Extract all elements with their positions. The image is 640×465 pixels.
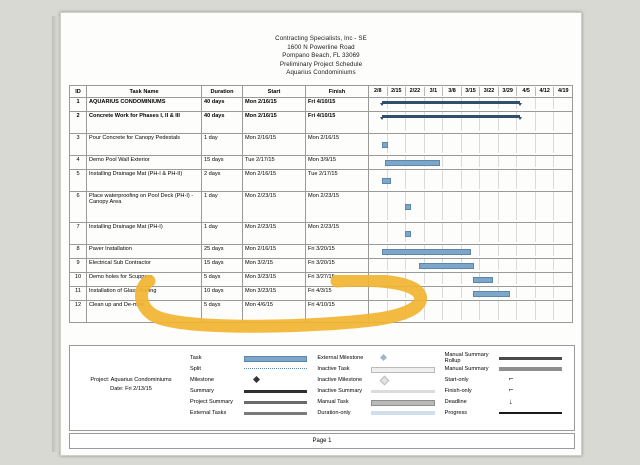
gridline xyxy=(369,259,387,270)
legend-item-label: Start-only xyxy=(444,376,469,383)
gantt-summary-cap xyxy=(380,103,384,106)
legend-item-label: Manual Task xyxy=(317,398,349,405)
legend-symbol-summary-icon xyxy=(244,386,313,395)
gridline xyxy=(553,112,572,131)
header-line-city: Pompano Beach, FL 33069 xyxy=(282,52,360,60)
cell-start: Mon 4/6/15 xyxy=(243,301,306,323)
table-body xyxy=(70,98,573,323)
gridline xyxy=(387,192,406,220)
gridline xyxy=(516,287,535,298)
legend-item xyxy=(317,352,440,363)
gridline xyxy=(442,273,461,284)
gridline xyxy=(479,134,498,153)
timescale-tick: 2/22 xyxy=(405,87,424,96)
legend-symbol-task-bar-icon xyxy=(244,353,313,362)
header-line-address: 1600 N Powerline Road xyxy=(287,43,355,51)
cell-task-name: AQUARIUS CONDOMINIUMS xyxy=(87,98,202,112)
legend-item xyxy=(190,385,313,396)
cell-start: Mon 2/16/15 xyxy=(243,134,306,156)
gridline xyxy=(553,245,572,256)
cell-id: 5 xyxy=(70,170,87,192)
gantt-task-bar xyxy=(382,142,388,148)
document-page xyxy=(60,12,582,456)
legend-item-label: Manual Summary xyxy=(444,365,489,372)
gridline xyxy=(479,301,498,320)
timescale-tick: 3/8 xyxy=(442,87,461,96)
gridline xyxy=(369,287,387,298)
cell-start: Mon 3/23/15 xyxy=(243,287,306,301)
gridline xyxy=(535,156,554,167)
cell-duration: 2 days xyxy=(202,170,243,192)
cell-gantt-chart xyxy=(369,273,573,287)
cell-finish: Fri 4/3/15 xyxy=(306,287,369,301)
gridline xyxy=(553,223,572,242)
cell-task-name: Installing Drainage Mat (PH-I & PH-II) xyxy=(87,170,202,192)
cell-gantt-chart xyxy=(369,134,573,156)
gridline xyxy=(553,134,572,153)
cell-gantt-chart xyxy=(369,223,573,245)
gridline xyxy=(387,301,406,320)
gantt-task-bar xyxy=(405,204,411,210)
gantt-table xyxy=(69,85,573,323)
gridline xyxy=(535,301,554,320)
gridline xyxy=(479,223,498,242)
project-meta xyxy=(76,376,186,394)
cell-start: Mon 2/16/15 xyxy=(243,98,306,112)
cell-start: Mon 3/2/15 xyxy=(243,259,306,273)
gantt-summary-cap xyxy=(518,103,522,106)
legend-item-label: External Tasks xyxy=(190,409,227,416)
gridline xyxy=(553,273,572,284)
gridline xyxy=(553,156,572,167)
table-row[interactable] xyxy=(70,170,573,192)
cell-task-name: Demo holes for Scuppers xyxy=(87,273,202,287)
gridline xyxy=(461,134,480,153)
table-row[interactable] xyxy=(70,98,573,112)
gridline xyxy=(442,170,461,189)
legend-item xyxy=(190,396,313,407)
cell-duration: 5 days xyxy=(202,273,243,287)
gridline xyxy=(516,170,535,189)
table-header-row xyxy=(70,86,573,98)
header-line-company: Contracting Specialists, Inc - SE xyxy=(275,35,367,42)
cell-task-name: Paver Installation xyxy=(87,245,202,259)
gantt-task-bar xyxy=(405,231,411,237)
cell-finish: Tue 2/17/15 xyxy=(306,170,369,192)
cell-finish: Mon 2/16/15 xyxy=(306,134,369,156)
col-header-task-name: Task Name xyxy=(87,86,202,98)
header-line-subtitle: Preliminary Project Schedule xyxy=(279,60,363,68)
table-row[interactable] xyxy=(70,301,573,323)
gridline xyxy=(424,192,443,220)
gantt-task-bar xyxy=(385,160,440,166)
cell-task-name: Demo Pool Wall Exterior xyxy=(87,156,202,170)
gridline xyxy=(405,273,424,284)
cell-gantt-chart xyxy=(369,301,573,323)
cell-finish: Fri 3/27/15 xyxy=(306,273,369,287)
gridline xyxy=(553,287,572,298)
cell-task-name: Clean up and De-mob xyxy=(87,301,202,323)
timescale-tick: 4/5 xyxy=(516,87,535,96)
legend-item xyxy=(190,374,313,385)
table-row[interactable] xyxy=(70,273,573,287)
cell-start: Mon 2/16/15 xyxy=(243,112,306,134)
gridline xyxy=(535,192,554,220)
cell-start: Mon 2/16/15 xyxy=(243,245,306,259)
cell-gantt-chart xyxy=(369,112,573,134)
gridline xyxy=(405,301,424,320)
cell-id: 4 xyxy=(70,156,87,170)
legend-symbol-progress-icon xyxy=(499,408,568,417)
legend-box xyxy=(69,345,575,431)
gridline xyxy=(387,223,406,242)
cell-id: 9 xyxy=(70,259,87,273)
legend-item xyxy=(445,363,568,374)
table-row[interactable] xyxy=(70,223,573,245)
cell-id: 7 xyxy=(70,223,87,245)
legend-item-label: Duration-only xyxy=(317,409,351,416)
gridline xyxy=(387,259,406,270)
legend-symbol-manual-summary-rollup-icon xyxy=(499,353,568,362)
legend-symbol-external-tasks-icon xyxy=(244,408,313,417)
cell-duration: 40 days xyxy=(202,98,243,112)
gridline xyxy=(498,134,517,153)
legend-item-label: Milestone xyxy=(190,376,214,383)
gridline xyxy=(479,170,498,189)
table-row[interactable] xyxy=(70,259,573,273)
gridline xyxy=(369,192,387,220)
legend-symbol-split-icon xyxy=(244,364,313,373)
gridline xyxy=(442,223,461,242)
legend-item xyxy=(317,407,440,418)
timescale-tick: 2/8 xyxy=(374,88,382,94)
gridline xyxy=(516,245,535,256)
gridline xyxy=(424,301,443,320)
gridline xyxy=(424,223,443,242)
cell-task-name: Concrete Work for Phases I, II & III xyxy=(87,112,202,134)
gridline xyxy=(424,134,443,153)
gridline xyxy=(498,156,517,167)
gridline xyxy=(405,170,424,189)
gridline xyxy=(461,223,480,242)
gridline xyxy=(461,156,480,167)
cell-start: Mon 3/23/15 xyxy=(243,273,306,287)
table-row[interactable] xyxy=(70,287,573,301)
table-row[interactable] xyxy=(70,192,573,223)
legend-item-label: Finish-only xyxy=(444,387,472,394)
cell-id: 6 xyxy=(70,192,87,223)
gridline xyxy=(479,192,498,220)
timescale-tick: 3/22 xyxy=(479,87,498,96)
cell-task-name: Pour Concrete for Canopy Pedestals xyxy=(87,134,202,156)
gridline xyxy=(535,134,554,153)
gridline xyxy=(553,98,572,109)
legend-item xyxy=(317,374,440,385)
gridline xyxy=(535,259,554,270)
legend-item xyxy=(445,396,568,407)
cell-duration: 15 days xyxy=(202,156,243,170)
document-header xyxy=(61,13,581,78)
legend-item-label: Manual Summary Rollup xyxy=(444,351,489,364)
table-row[interactable] xyxy=(70,134,573,156)
cell-gantt-chart xyxy=(369,98,573,112)
gridline xyxy=(535,170,554,189)
project-date-label: Date: Fri 2/13/15 xyxy=(110,386,152,392)
cell-start: Mon 2/16/15 xyxy=(243,170,306,192)
cell-id: 11 xyxy=(70,287,87,301)
legend-item xyxy=(317,385,440,396)
cell-finish: Fri 4/10/15 xyxy=(306,98,369,112)
cell-id: 3 xyxy=(70,134,87,156)
timescale-tick: 3/29 xyxy=(498,87,517,96)
cell-finish: Mon 2/23/15 xyxy=(306,223,369,245)
legend-symbol-finish-only-icon: ⌐ xyxy=(508,386,514,395)
gridline xyxy=(369,301,387,320)
gridline xyxy=(516,301,535,320)
timescale-tick: 3/15 xyxy=(461,87,480,96)
gridline xyxy=(535,112,554,131)
gridline xyxy=(498,259,517,270)
col-header-duration: Duration xyxy=(202,86,243,98)
legend-symbol-start-only-icon: ⌐ xyxy=(508,375,514,384)
gridline xyxy=(516,259,535,270)
table-row[interactable] xyxy=(70,112,573,134)
legend-item-label: Task xyxy=(190,354,202,361)
gridline xyxy=(535,273,554,284)
gridline xyxy=(461,192,480,220)
gridline xyxy=(498,273,517,284)
gridline xyxy=(479,259,498,270)
cell-gantt-chart xyxy=(369,259,573,273)
cell-gantt-chart xyxy=(369,170,573,192)
cell-finish: Mon 3/9/15 xyxy=(306,156,369,170)
legend-item xyxy=(445,407,568,418)
gridline xyxy=(442,301,461,320)
legend-grid xyxy=(190,352,568,426)
gridline xyxy=(553,301,572,320)
cell-duration: 40 days xyxy=(202,112,243,134)
gridline xyxy=(516,223,535,242)
legend-item xyxy=(317,363,440,374)
gridline xyxy=(516,192,535,220)
gridline xyxy=(553,259,572,270)
gridline xyxy=(405,134,424,153)
gridline xyxy=(461,170,480,189)
legend-symbol-project-summary-icon xyxy=(244,397,313,406)
legend-symbol-manual-task-icon xyxy=(371,397,440,406)
gridline xyxy=(369,273,387,284)
gantt-task-bar xyxy=(419,263,474,269)
gridline xyxy=(498,170,517,189)
legend-symbol-external-milestone-icon xyxy=(371,353,440,362)
gridline xyxy=(424,170,443,189)
gridline xyxy=(442,287,461,298)
cell-gantt-chart xyxy=(369,156,573,170)
gridline xyxy=(516,156,535,167)
cell-task-name: Place waterproofing on Pool Deck (PH-I) - Canopy Area xyxy=(87,192,202,223)
cell-start: Tue 2/17/15 xyxy=(243,156,306,170)
cell-finish: Fri 4/10/15 xyxy=(306,112,369,134)
gridline xyxy=(387,287,406,298)
legend-item xyxy=(445,352,568,363)
cell-id: 2 xyxy=(70,112,87,134)
gantt-summary-cap xyxy=(380,117,384,120)
legend-item xyxy=(190,352,313,363)
legend-symbol-inactive-task-icon xyxy=(371,364,440,373)
legend-symbol-manual-summary-icon xyxy=(499,364,568,373)
col-header-start: Start xyxy=(243,86,306,98)
legend-item xyxy=(317,396,440,407)
legend-item-label: External Milestone xyxy=(317,354,364,361)
cell-finish: Mon 2/23/15 xyxy=(306,192,369,223)
gridline xyxy=(535,98,554,109)
cell-id: 10 xyxy=(70,273,87,287)
table-row[interactable] xyxy=(70,245,573,259)
legend-symbol-milestone-icon xyxy=(244,375,313,384)
gridline xyxy=(442,156,461,167)
cell-duration: 1 day xyxy=(202,223,243,245)
cell-duration: 25 days xyxy=(202,245,243,259)
gridline xyxy=(479,245,498,256)
cell-start: Mon 2/23/15 xyxy=(243,192,306,223)
timescale-tick: 2/15 xyxy=(387,87,406,96)
legend-item xyxy=(445,385,568,396)
legend-symbol-inactive-milestone-icon xyxy=(371,375,440,384)
table-row[interactable] xyxy=(70,156,573,170)
gantt-task-bar xyxy=(382,249,471,255)
legend-item-label: Progress xyxy=(444,409,468,416)
legend-item-label: Split xyxy=(190,365,201,372)
cell-task-name: Installation of Glass Railing xyxy=(87,287,202,301)
timescale-header xyxy=(369,86,573,98)
gridline xyxy=(535,245,554,256)
cell-task-name: Electrical Sub Contractor xyxy=(87,259,202,273)
header-line-project: Aquarius Condominiums xyxy=(286,69,356,77)
cell-gantt-chart xyxy=(369,192,573,223)
project-name-label: Project: Aquarius Condominiums xyxy=(90,377,172,383)
cell-id: 8 xyxy=(70,245,87,259)
gridline xyxy=(498,223,517,242)
cell-finish: Fri 4/10/15 xyxy=(306,301,369,323)
legend-item xyxy=(190,407,313,418)
gridline xyxy=(516,134,535,153)
cell-finish: Fri 3/20/15 xyxy=(306,259,369,273)
gridline xyxy=(369,156,387,167)
legend-item-label: Inactive Milestone xyxy=(317,376,363,383)
timescale-tick: 3/1 xyxy=(424,87,443,96)
gridline xyxy=(442,192,461,220)
gridline xyxy=(461,301,480,320)
cell-gantt-chart xyxy=(369,287,573,301)
gridline xyxy=(369,223,387,242)
cell-duration: 1 day xyxy=(202,134,243,156)
legend-item xyxy=(190,363,313,374)
gridline xyxy=(516,273,535,284)
cell-duration: 10 days xyxy=(202,287,243,301)
gridline xyxy=(424,273,443,284)
gridline xyxy=(479,156,498,167)
gantt-table-wrapper xyxy=(69,85,573,323)
gridline xyxy=(498,245,517,256)
gridline xyxy=(387,134,406,153)
cell-gantt-chart xyxy=(369,245,573,259)
legend-item-label: Inactive Task xyxy=(317,365,350,372)
gridline xyxy=(387,273,406,284)
cell-id: 12 xyxy=(70,301,87,323)
gridline xyxy=(442,134,461,153)
legend-item-label: Inactive Summary xyxy=(317,387,363,394)
gantt-summary-bar xyxy=(382,101,520,104)
legend-item-label: Deadline xyxy=(444,398,467,405)
cell-duration: 1 day xyxy=(202,192,243,223)
cell-id: 1 xyxy=(70,98,87,112)
gantt-task-bar xyxy=(473,291,511,297)
cell-finish: Fri 3/20/15 xyxy=(306,245,369,259)
legend-symbol-duration-only-icon xyxy=(371,408,440,417)
cell-start: Mon 2/23/15 xyxy=(243,223,306,245)
gantt-summary-bar xyxy=(382,115,520,118)
legend-symbol-inactive-summary-icon xyxy=(371,386,440,395)
timescale-tick: 4/19 xyxy=(553,87,572,96)
gridline xyxy=(405,287,424,298)
gridline xyxy=(498,192,517,220)
col-header-id: ID xyxy=(70,86,87,98)
page-footer: Page 1 xyxy=(69,433,575,449)
legend-item xyxy=(445,374,568,385)
cell-duration: 5 days xyxy=(202,301,243,323)
gridline xyxy=(553,170,572,189)
timescale-tick: 4/12 xyxy=(535,87,554,96)
gridline xyxy=(498,301,517,320)
gantt-summary-cap xyxy=(518,117,522,120)
gridline xyxy=(553,192,572,220)
col-header-finish: Finish xyxy=(306,86,369,98)
legend-item-label: Summary xyxy=(190,387,214,394)
cell-duration: 15 days xyxy=(202,259,243,273)
legend-symbol-deadline-icon: ↓ xyxy=(508,397,513,406)
gridline xyxy=(535,287,554,298)
gridline xyxy=(535,223,554,242)
gantt-task-bar xyxy=(473,277,493,283)
gridline xyxy=(424,287,443,298)
cell-task-name: Installing Drainage Mat (PH-I) xyxy=(87,223,202,245)
gantt-task-bar xyxy=(382,178,391,184)
legend-item-label: Project Summary xyxy=(190,398,233,405)
